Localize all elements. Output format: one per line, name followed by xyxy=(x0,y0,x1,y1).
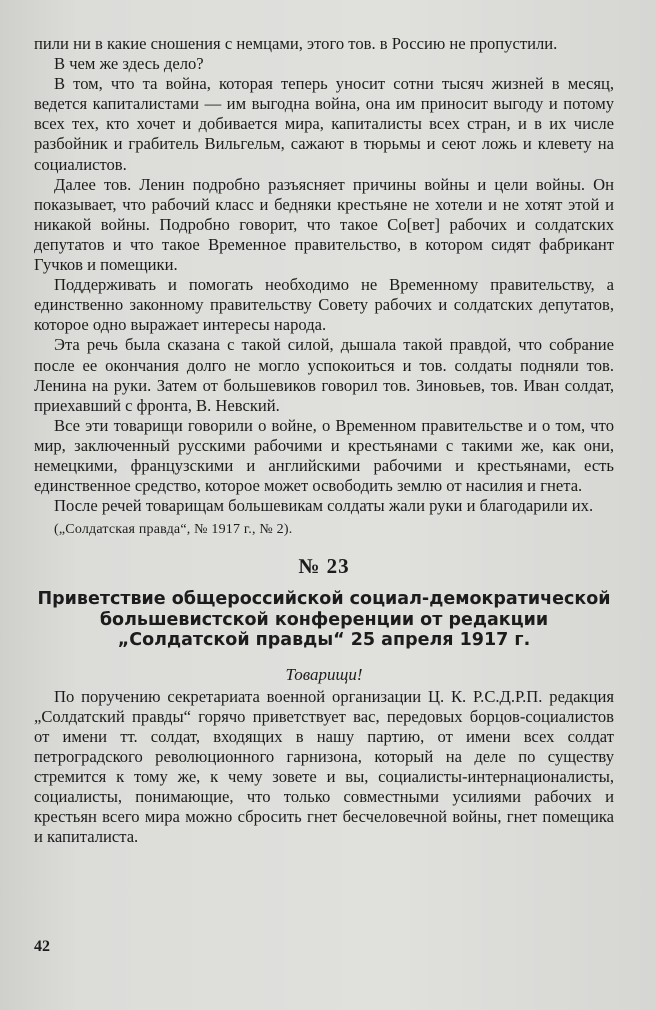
source-citation: („Солдатская правда“, № 1917 г., № 2). xyxy=(54,522,293,538)
paragraph: Все эти товарищи говорили о войне, о Временном правительстве и о том, что мир, заключенный русскими рабочими и крестьянами с такими же, как они, немецкими, французскими и английскими рабочими и крестьянами, есть единственное средство, которое может освободить землю от насилия и гнета. xyxy=(34,415,614,496)
paragraph: пили ни в какие сношения с немцами, этого тов. в Россию не пропустили. xyxy=(34,34,558,53)
salutation: Товарищи! xyxy=(285,664,363,684)
document-number: № 23 xyxy=(298,554,350,579)
paragraph: Эта речь была сказана с такой силой, дышала такой правдой, что собрание после ее окончания долго не могло успокоиться и тов. солдаты подняли тов. Ленина на руки. Затем от большевиков говорил тов. Зиновьев, тов. Иван солдат, приехавший с фронта, В. Невский. xyxy=(34,335,614,415)
main-text xyxy=(34,34,614,516)
paragraph: Поддерживать и помогать необходимо не Временному правительству, а единственно законному правительству Совету рабочих и солдатских депутатов, которое одно выражает интересы народа. xyxy=(34,275,614,335)
paragraph: После речей товарищам большевикам солдаты жали руки и благодарили их. xyxy=(54,496,594,516)
paragraph: В чем же здесь дело? xyxy=(54,54,204,74)
paragraph: В том, что та война, которая теперь уносит сотни тысяч жизней в месяц, ведется капиталистами — им выгодна война, она им приносит выгоду и потому всех тех, кто хочет и добивается мира, капиталисты всех стран, и в их числе разбойник и грабитель Вильгельм, сажают в тюрьмы и сеют ложь и клевету на социалистов. xyxy=(34,74,614,174)
paragraph: Далее тов. Ленин подробно разъясняет причины войны и цели войны. Он показывает, что рабочий класс и бедняки крестьяне не хотели и не хотят этой и никакой войны. Подробно говорит, что такое Со[вет] рабочих и солдатских депутатов и что такое Временное правительство, в котором сидят фабрикант Гучков и помещики. xyxy=(34,174,614,275)
page-number: 42 xyxy=(34,938,50,955)
document-title: Приветствие общероссийской социал-демократической большевистской конференции от редакции „Солдатской правды“ 25 апреля 1917 г. xyxy=(37,589,611,651)
paragraph: По поручению секретариата военной организации Ц. К. Р.С.Д.Р.П. редакция „Солдатский правды“ горячо приветствует вас, передовых борцов-социалистов от имени тт. солдат, входящих в нашу партию, от имени всех солдат петроградского революционного гарнизона, который на деле по существу стремится к тому же, к чему зовете и вы, социалисты-интернационалисты, социалисты, понимающие, что только совместными усилиями рабочих и крестьян всего мира можно сбросить гнет бесчеловечной войны, гнет помещика и капиталиста. xyxy=(34,686,614,847)
letter-text xyxy=(34,687,614,848)
